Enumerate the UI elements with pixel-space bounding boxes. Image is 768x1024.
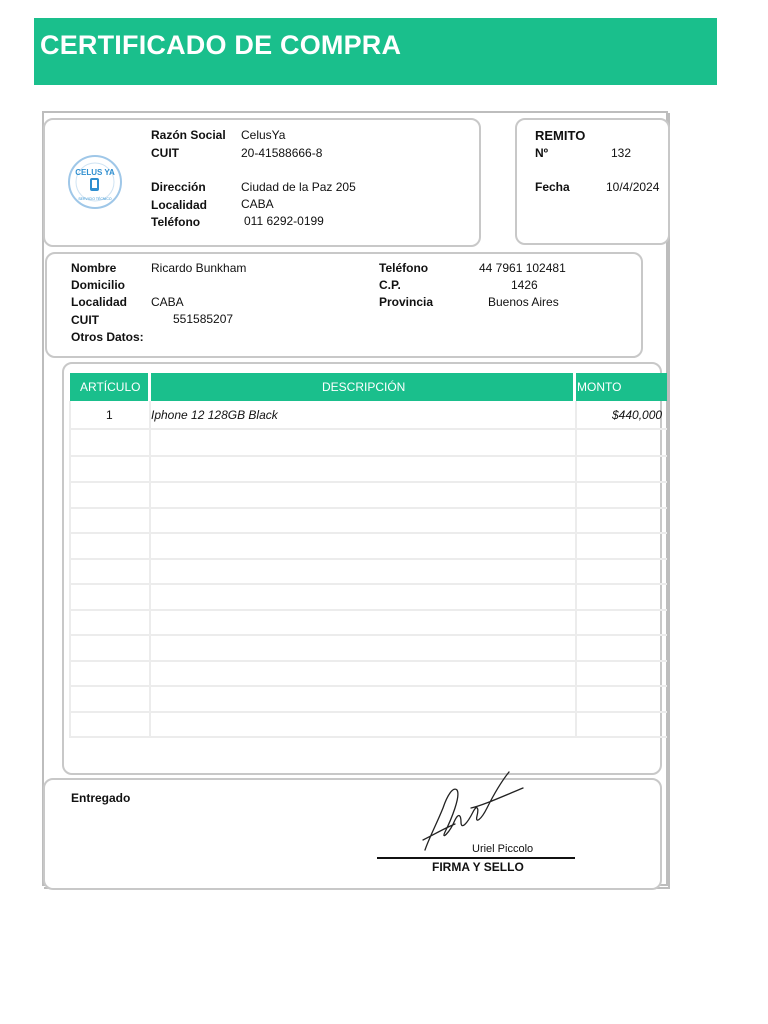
entregado-label: Entregado (71, 791, 131, 805)
table-row-divider (69, 532, 667, 534)
signature-line (377, 857, 575, 859)
seller-cuit-label: CUIT (151, 146, 179, 160)
header-monto-label: MONTO (577, 380, 622, 394)
row-descripcion: Iphone 12 128GB Black (151, 408, 278, 422)
client-domicilio-label: Domicilio (71, 278, 126, 292)
remito-heading: REMITO (535, 128, 586, 143)
signer-name: Uriel Piccolo (472, 843, 534, 855)
seller-telefono-label: Teléfono (151, 215, 201, 229)
header-articulo-label: ARTÍCULO (80, 380, 141, 394)
client-telefono-label: Teléfono (379, 261, 429, 275)
remito-fecha-value: 10/4/2024 (606, 180, 660, 194)
header-descripcion-label: DESCRIPCIÓN (322, 380, 406, 394)
table-row-divider (69, 507, 667, 509)
row-articulo: 1 (106, 408, 113, 422)
table-row-divider (69, 685, 667, 687)
client-cp-value: 1426 (511, 278, 538, 292)
items-box (62, 362, 662, 775)
table-row-divider (69, 481, 667, 483)
direccion-value: Ciudad de la Paz 205 (241, 180, 356, 194)
company-logo (68, 155, 122, 209)
header-descripcion (151, 373, 573, 401)
firma-label: FIRMA Y SELLO (432, 860, 524, 874)
client-nombre-label: Nombre (71, 261, 117, 275)
client-provincia-value: Buenos Aires (488, 295, 559, 309)
client-cuit-value: 551585207 (173, 312, 234, 326)
seller-localidad-value: CABA (241, 197, 274, 211)
header-monto (576, 373, 667, 401)
table-row-divider (69, 558, 667, 560)
table-row-divider (69, 583, 667, 585)
razon-social-value: CelusYa (241, 128, 286, 142)
client-cp-label: C.P. (379, 278, 401, 292)
client-cuit-label: CUIT (71, 313, 99, 327)
signature-box (43, 778, 662, 890)
table-row-divider (69, 736, 667, 738)
remito-fecha-label: Fecha (535, 180, 570, 194)
razon-social-label: Razón Social (151, 128, 226, 142)
table-row-divider (69, 428, 667, 430)
row-monto: $440,000 (612, 408, 663, 422)
table-row-divider (69, 609, 667, 611)
title-banner (34, 18, 717, 85)
client-telefono-value: 44 7961 102481 (479, 261, 566, 275)
client-otros-label: Otros Datos: (71, 330, 144, 344)
table-row-divider (69, 634, 667, 636)
remito-numero-label: Nº (535, 146, 549, 160)
seller-cuit-value: 20-41588666-8 (241, 146, 323, 160)
seller-telefono-value: 011 6292-0199 (244, 214, 324, 228)
logo-subtext: SERVICIO TÉCNICO (78, 197, 112, 201)
table-row-divider (69, 711, 667, 713)
page-title: CERTIFICADO DE COMPRA (40, 30, 402, 60)
client-nombre-value: Ricardo Bunkham (151, 261, 247, 275)
direccion-label: Dirección (151, 180, 206, 194)
client-provincia-label: Provincia (379, 295, 434, 309)
client-localidad-value: CABA (151, 295, 184, 309)
table-row-divider (69, 660, 667, 662)
table-row-divider (69, 455, 667, 457)
remito-numero-value: 132 (611, 146, 632, 160)
logo-text: CELUS YA (75, 168, 115, 177)
seller-localidad-label: Localidad (151, 198, 208, 212)
client-localidad-label: Localidad (71, 295, 128, 309)
header-articulo (70, 373, 148, 401)
